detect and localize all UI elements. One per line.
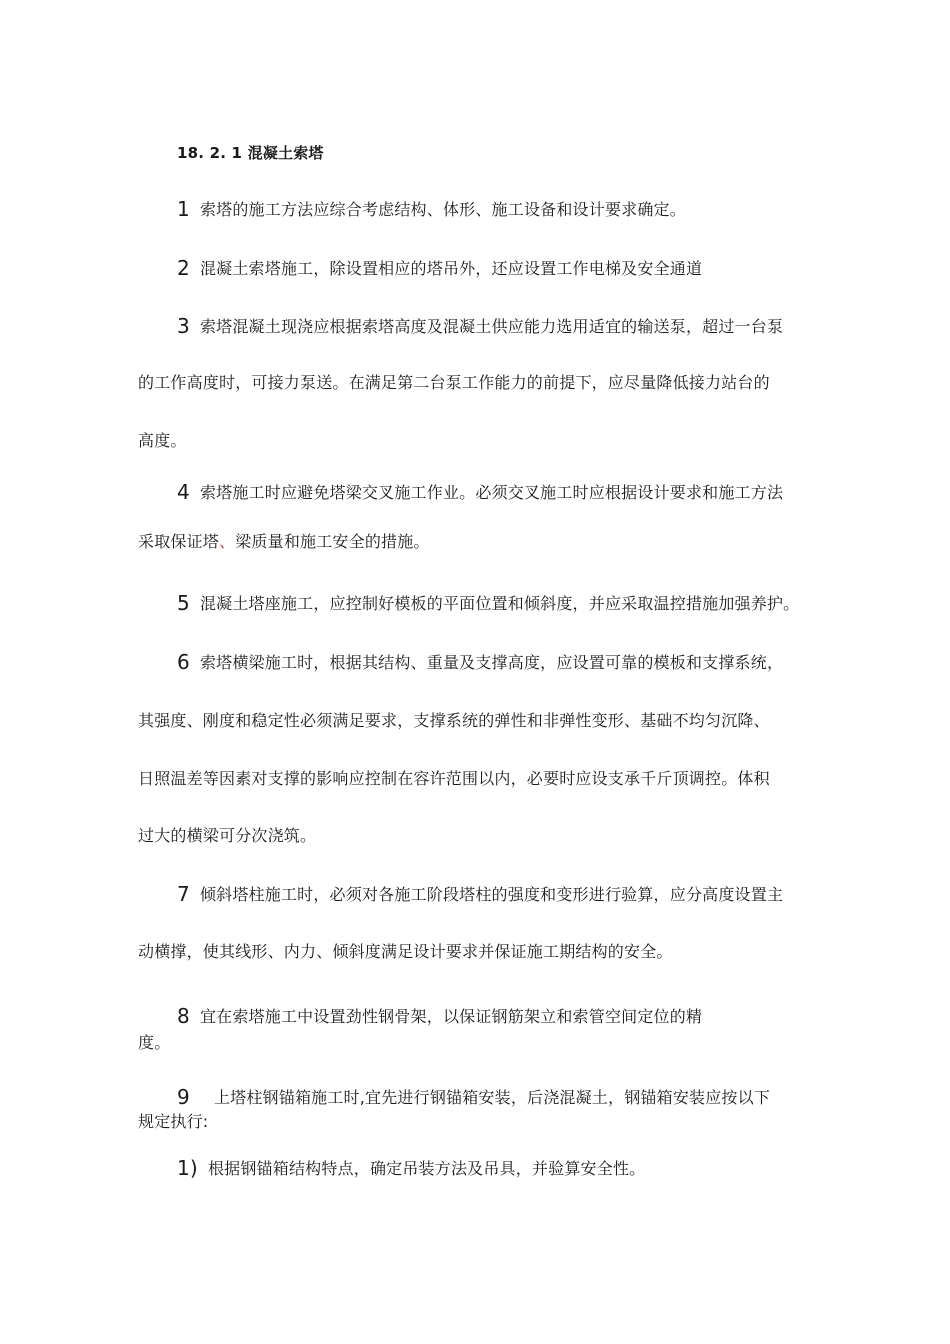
clause-5: [177, 592, 799, 615]
clause-text: 混凝土索塔施工，除设置相应的塔吊外，还应设置工作电梯及安全通道: [199, 259, 703, 278]
clause-3: [177, 315, 783, 338]
clause-text: 混凝土塔座施工，应控制好模板的平面位置和倾斜度，并应采取温控措施加强养护。: [199, 594, 800, 613]
clause-8: [177, 1005, 702, 1028]
clause-4-line-2: [138, 531, 430, 553]
clause-number: 8: [177, 1004, 190, 1028]
clause-text: 索塔横梁施工时，根据其结构、重量及支撑高度，应设置可靠的模板和支撑系统，: [199, 653, 784, 672]
red-punctuation: 、: [219, 532, 236, 551]
clause-text: 倾斜塔柱施工时，必须对各施工阶段塔柱的强度和变形进行验算，应分高度设置主: [199, 885, 784, 904]
clause-6-line-2: 其强度、刚度和稳定性必须满足要求，支撑系统的弹性和非弹性变形、基础不均匀沉降、: [138, 711, 770, 730]
clause-text: 宜在索塔施工中设置劲性钢骨架，以保证钢筋架立和索管空间定位的精: [199, 1007, 703, 1026]
clause-8-line-2: 度。: [138, 1033, 171, 1052]
clause-6: [177, 651, 783, 674]
clause-number: 6: [177, 650, 190, 674]
clause-text: 索塔的施工方法应综合考虑结构、体形、施工设备和设计要求确定。: [199, 200, 686, 219]
section-heading: 18. 2. 1 混凝土索塔: [177, 144, 324, 162]
clause-7-line-2: 动横撑，使其线形、内力、倾斜度满足设计要求并保证施工期结构的安全。: [138, 942, 673, 961]
clause-1: [177, 198, 686, 221]
clause-9-line-2: 规定执行:: [138, 1112, 209, 1131]
clause-3-line-3: 高度。: [138, 431, 187, 450]
clause-number: 4: [177, 480, 190, 504]
clause-number: 3: [177, 314, 190, 338]
subclause-1: [177, 1157, 645, 1180]
clause-number: 9: [177, 1085, 190, 1109]
subclause-number: 1): [177, 1156, 198, 1180]
clause-2: [177, 257, 702, 280]
clause-4: [177, 481, 783, 504]
clause-number: 1: [177, 197, 190, 221]
clause-number: 2: [177, 256, 190, 280]
clause-number: 7: [177, 882, 190, 906]
clause-9: [177, 1086, 770, 1109]
clause-text: 索塔施工时应避免塔梁交叉施工作业。必须交叉施工时应根据设计要求和施工方法: [199, 483, 784, 502]
subclause-text: 根据钢锚箱结构特点，确定吊装方法及吊具，并验算安全性。: [207, 1159, 646, 1178]
clause-3-line-2: 的工作高度时，可接力泵送。在满足第二台泵工作能力的前提下，应尽量降低接力站台的: [138, 373, 770, 392]
clause-text: 索塔混凝土现浇应根据索塔高度及混凝土供应能力选用适宜的输送泵，超过一台泵: [199, 317, 784, 336]
clause-6-line-4: 过大的横梁可分次浇筑。: [138, 826, 317, 845]
clause-text: 上塔柱钢锚箱施工时,宜先进行钢锚箱安装，后浇混凝土，钢锚箱安装应按以下: [213, 1088, 771, 1107]
clause-6-line-3: 日照温差等因素对支撑的影响应控制在容许范围以内，必要时应设支承千斤顶调控。体积: [138, 769, 770, 788]
clause-number: 5: [177, 591, 190, 615]
clause-7: [177, 883, 783, 906]
clause-text-part: 采取保证塔: [138, 532, 220, 551]
clause-text-part: 梁质量和施工安全的措施。: [235, 532, 430, 551]
